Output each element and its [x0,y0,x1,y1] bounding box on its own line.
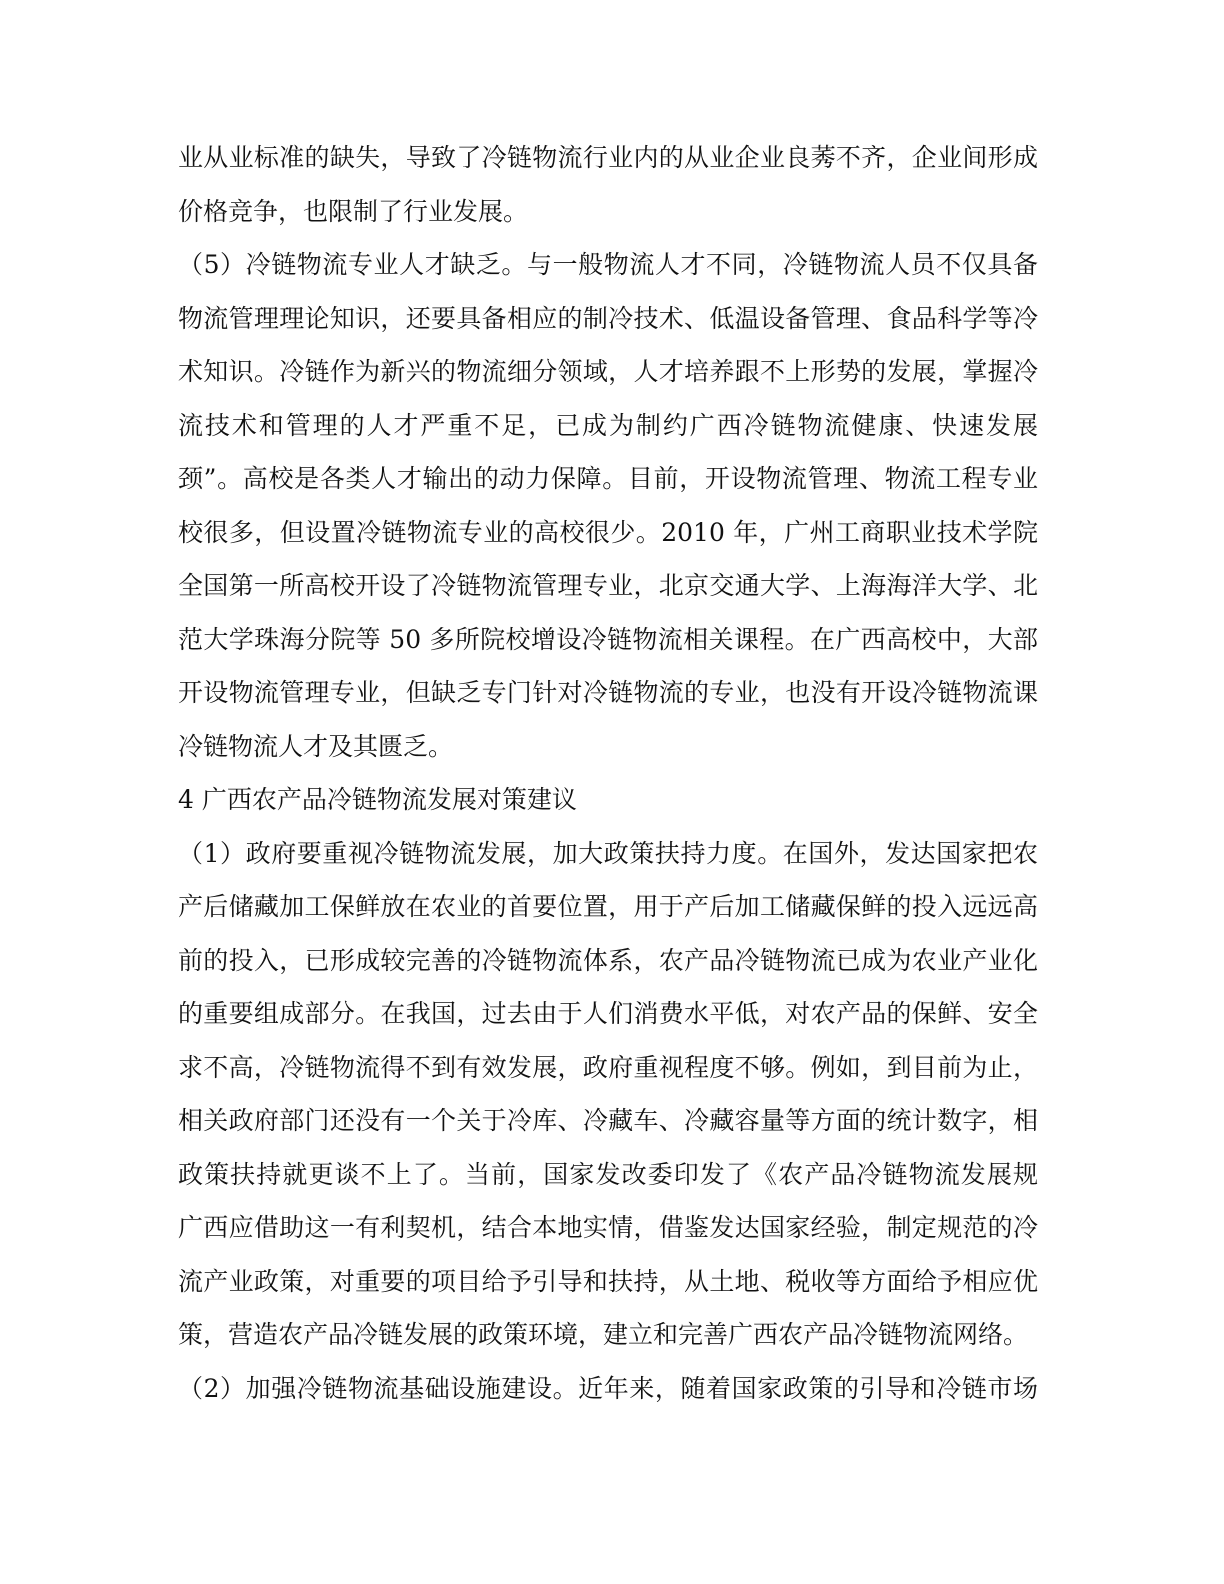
document-body [178,131,1038,1415]
text-line: 开设物流管理专业，但缺乏专门针对冷链物流的专业，也没有开设冷链物流课 [178,678,1038,707]
text-line: 相关政府部门还没有一个关于冷库、冷藏车、冷藏容量等方面的统计数字，相 [178,1106,1038,1135]
text-line: 范大学珠海分院等 50 多所院校增设冷链物流相关课程。在广西高校中，大部 [178,624,1038,654]
text-line: 政策扶持就更谈不上了。当前，国家发改委印发了《农产品冷链物流发展规 [178,1159,1038,1189]
paragraph-line: （1）政府要重视冷链物流发展，加大政策扶持力度。在国外，发达国家把农 [178,838,1038,868]
text-line: 业从业标准的缺失，导致了冷链物流行业内的从业企业良莠不齐，企业间形成 [178,143,1038,172]
text-line: 的重要组成部分。在我国，过去由于人们消费水平低，对农产品的保鲜、安全 [178,999,1038,1028]
text-line: 前的投入，已形成较完善的冷链物流体系，农产品冷链物流已成为农业产业化 [178,945,1038,975]
text-line: 价格竞争，也限制了行业发展。 [178,196,529,226]
text-line: 流技术和管理的人才严重不足，已成为制约广西冷链物流健康、快速发展 [178,410,1038,440]
text-line: 术知识。冷链作为新兴的物流细分领域，人才培养跟不上形势的发展，掌握冷 [178,357,1038,386]
text-line: 物流管理理论知识，还要具备相应的制冷技术、低温设备管理、食品科学等冷 [178,303,1038,333]
text-line: 冷链物流人才及其匮乏。 [178,731,454,761]
section-heading: 4 广西农产品冷链物流发展对策建议 [178,785,577,814]
text-line: 全国第一所高校开设了冷链物流管理专业，北京交通大学、上海海洋大学、北 [178,571,1038,600]
text-line: 颈”。高校是各类人才输出的动力保障。目前，开设物流管理、物流工程专业 [178,464,1038,493]
text-line: 策，营造农产品冷链发展的政策环境，建立和完善广西农产品冷链物流网络。 [178,1320,1029,1349]
text-line: 流产业政策，对重要的项目给予引导和扶持，从土地、税收等方面给予相应优 [178,1266,1038,1296]
text-line: 校很多，但设置冷链物流专业的高校很少。2010 年，广州工商职业技术学院 [178,517,1038,547]
paragraph-line: （5）冷链物流专业人才缺乏。与一般物流人才不同，冷链物流人员不仅具备 [178,250,1038,279]
paragraph-line: （2）加强冷链物流基础设施建设。近年来，随着国家政策的引导和冷链市场 [178,1373,1038,1403]
text-line: 求不高，冷链物流得不到有效发展，政府重视程度不够。例如，到目前为止， [178,1052,1038,1082]
text-line: 广西应借助这一有利契机，结合本地实情，借鉴发达国家经验，制定规范的冷 [178,1213,1038,1242]
text-line: 产后储藏加工保鲜放在农业的首要位置，用于产后加工储藏保鲜的投入远远高 [178,892,1038,921]
